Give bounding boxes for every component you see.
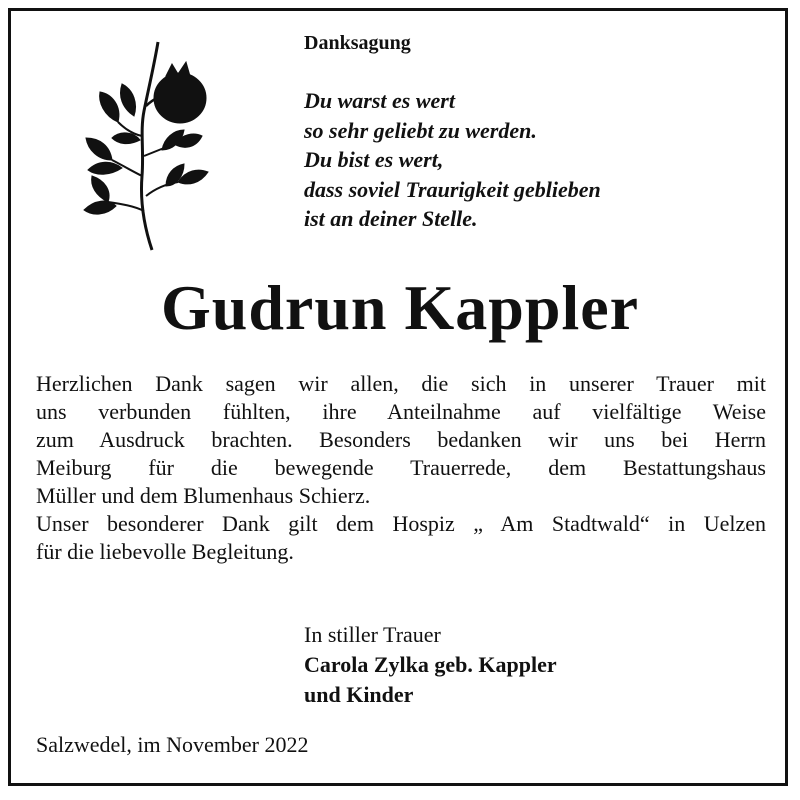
- place-date: Salzwedel, im November 2022: [36, 732, 309, 757]
- poem-line: dass soviel Traurigkeit geblieben: [304, 176, 601, 202]
- rose-icon: [82, 36, 214, 256]
- mourner-name: Carola Zylka geb. Kappler: [304, 652, 557, 677]
- thanks-line: für die liebevolle Begleitung.: [36, 539, 294, 564]
- thanks-line: Herzlichen Dank sagen wir allen, die sich in unserer Trauer mit: [36, 371, 766, 396]
- thanks-line: Müller und dem Blumenhaus Schierz.: [36, 483, 371, 508]
- poem-line: Du bist es wert,: [304, 147, 444, 172]
- thanks-line: zum Ausdruck brachten. Besonders bedanken wir uns bei Herrn: [36, 427, 766, 452]
- thanks-line: uns verbunden fühlten, ihre Anteilnahme auf vielfältige Weise: [36, 399, 766, 424]
- poem-line: ist an deiner Stelle.: [304, 206, 478, 231]
- poem-line: Du warst es wert: [304, 88, 455, 113]
- poem-line: so sehr geliebt zu werden.: [304, 117, 537, 143]
- thanks-line: Unser besonderer Dank gilt dem Hospiz „ Am Stadtwald“ in Uelzen: [36, 511, 766, 536]
- deceased-name: Gudrun Kappler: [160, 272, 640, 343]
- poem: [304, 86, 601, 234]
- heading-danksagung: Danksagung: [304, 32, 411, 54]
- thanks-line: Meiburg für die bewegende Trauerrede, dem Bestattungshaus: [36, 455, 766, 480]
- signature-intro: In stiller Trauer: [304, 622, 441, 647]
- signature-block: [304, 620, 557, 710]
- thanks-text: [36, 370, 766, 566]
- mourner-family: und Kinder: [304, 682, 414, 707]
